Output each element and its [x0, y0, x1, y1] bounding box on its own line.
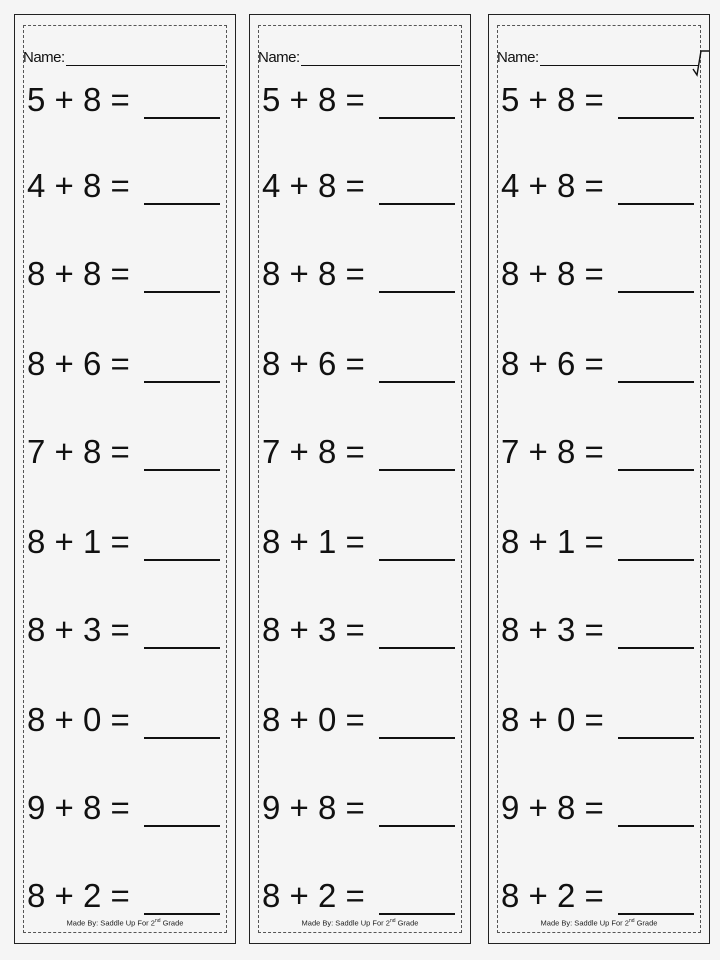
problem-4: 8 + 6 =: [501, 343, 694, 383]
answer-blank: [379, 265, 455, 293]
problem-5: 7 + 8 =: [262, 431, 455, 471]
problem-7: 8 + 3 =: [262, 609, 455, 649]
name-field: [497, 49, 699, 66]
worksheet-strip-2: [249, 14, 471, 944]
answer-blank: [379, 799, 455, 827]
name-label: Name:: [497, 49, 539, 66]
problem-5: 7 + 8 =: [501, 431, 694, 471]
problem-7: 8 + 3 =: [27, 609, 220, 649]
answer-blank: [379, 621, 455, 649]
answer-blank: [144, 91, 220, 119]
answer-blank: [618, 91, 694, 119]
problem-5: 7 + 8 =: [27, 431, 220, 471]
answer-blank: [379, 887, 455, 915]
credit-footer: Made By: Saddle Up For 2nd Grade: [301, 917, 419, 927]
answer-blank: [379, 355, 455, 383]
answer-blank: [618, 265, 694, 293]
problem-1: 5 + 8 =: [262, 79, 455, 119]
answer-blank: [379, 711, 455, 739]
name-label: Name:: [23, 49, 65, 66]
answer-blank: [144, 443, 220, 471]
answer-blank: [144, 177, 220, 205]
name-field: [23, 49, 225, 66]
credit-footer: Made By: Saddle Up For 2nd Grade: [66, 917, 184, 927]
credit-footer: Made By: Saddle Up For 2nd Grade: [540, 917, 658, 927]
problem-9: 9 + 8 =: [262, 787, 455, 827]
name-rule: [540, 51, 699, 66]
problem-2: 4 + 8 =: [262, 165, 455, 205]
problem-6: 8 + 1 =: [262, 521, 455, 561]
worksheet-strip-3: [488, 14, 710, 944]
problem-3: 8 + 8 =: [501, 253, 694, 293]
problem-2: 4 + 8 =: [27, 165, 220, 205]
answer-blank: [144, 265, 220, 293]
name-label: Name:: [258, 49, 300, 66]
problem-1: 5 + 8 =: [27, 79, 220, 119]
problem-9: 9 + 8 =: [501, 787, 694, 827]
answer-blank: [618, 621, 694, 649]
problem-4: 8 + 6 =: [262, 343, 455, 383]
problem-9: 9 + 8 =: [27, 787, 220, 827]
answer-blank: [618, 177, 694, 205]
name-rule: [66, 51, 225, 66]
answer-blank: [379, 177, 455, 205]
problem-8: 8 + 0 =: [501, 699, 694, 739]
problem-6: 8 + 1 =: [27, 521, 220, 561]
problem-2: 4 + 8 =: [501, 165, 694, 205]
problem-10: 8 + 2 =: [501, 875, 694, 915]
answer-blank: [144, 355, 220, 383]
problem-3: 8 + 8 =: [27, 253, 220, 293]
name-rule: [301, 51, 460, 66]
answer-blank: [144, 887, 220, 915]
answer-blank: [379, 91, 455, 119]
answer-blank: [618, 533, 694, 561]
answer-blank: [379, 443, 455, 471]
answer-blank: [144, 533, 220, 561]
problem-7: 8 + 3 =: [501, 609, 694, 649]
problem-1: 5 + 8 =: [501, 79, 694, 119]
problem-8: 8 + 0 =: [27, 699, 220, 739]
problem-4: 8 + 6 =: [27, 343, 220, 383]
problem-3: 8 + 8 =: [262, 253, 455, 293]
answer-blank: [144, 799, 220, 827]
worksheet-strip-1: [14, 14, 236, 944]
answer-blank: [144, 711, 220, 739]
name-field: [258, 49, 460, 66]
answer-blank: [618, 355, 694, 383]
problem-10: 8 + 2 =: [262, 875, 455, 915]
problem-6: 8 + 1 =: [501, 521, 694, 561]
answer-blank: [618, 711, 694, 739]
problem-8: 8 + 0 =: [262, 699, 455, 739]
answer-blank: [144, 621, 220, 649]
answer-blank: [618, 887, 694, 915]
answer-blank: [379, 533, 455, 561]
problem-10: 8 + 2 =: [27, 875, 220, 915]
answer-blank: [618, 799, 694, 827]
answer-blank: [618, 443, 694, 471]
